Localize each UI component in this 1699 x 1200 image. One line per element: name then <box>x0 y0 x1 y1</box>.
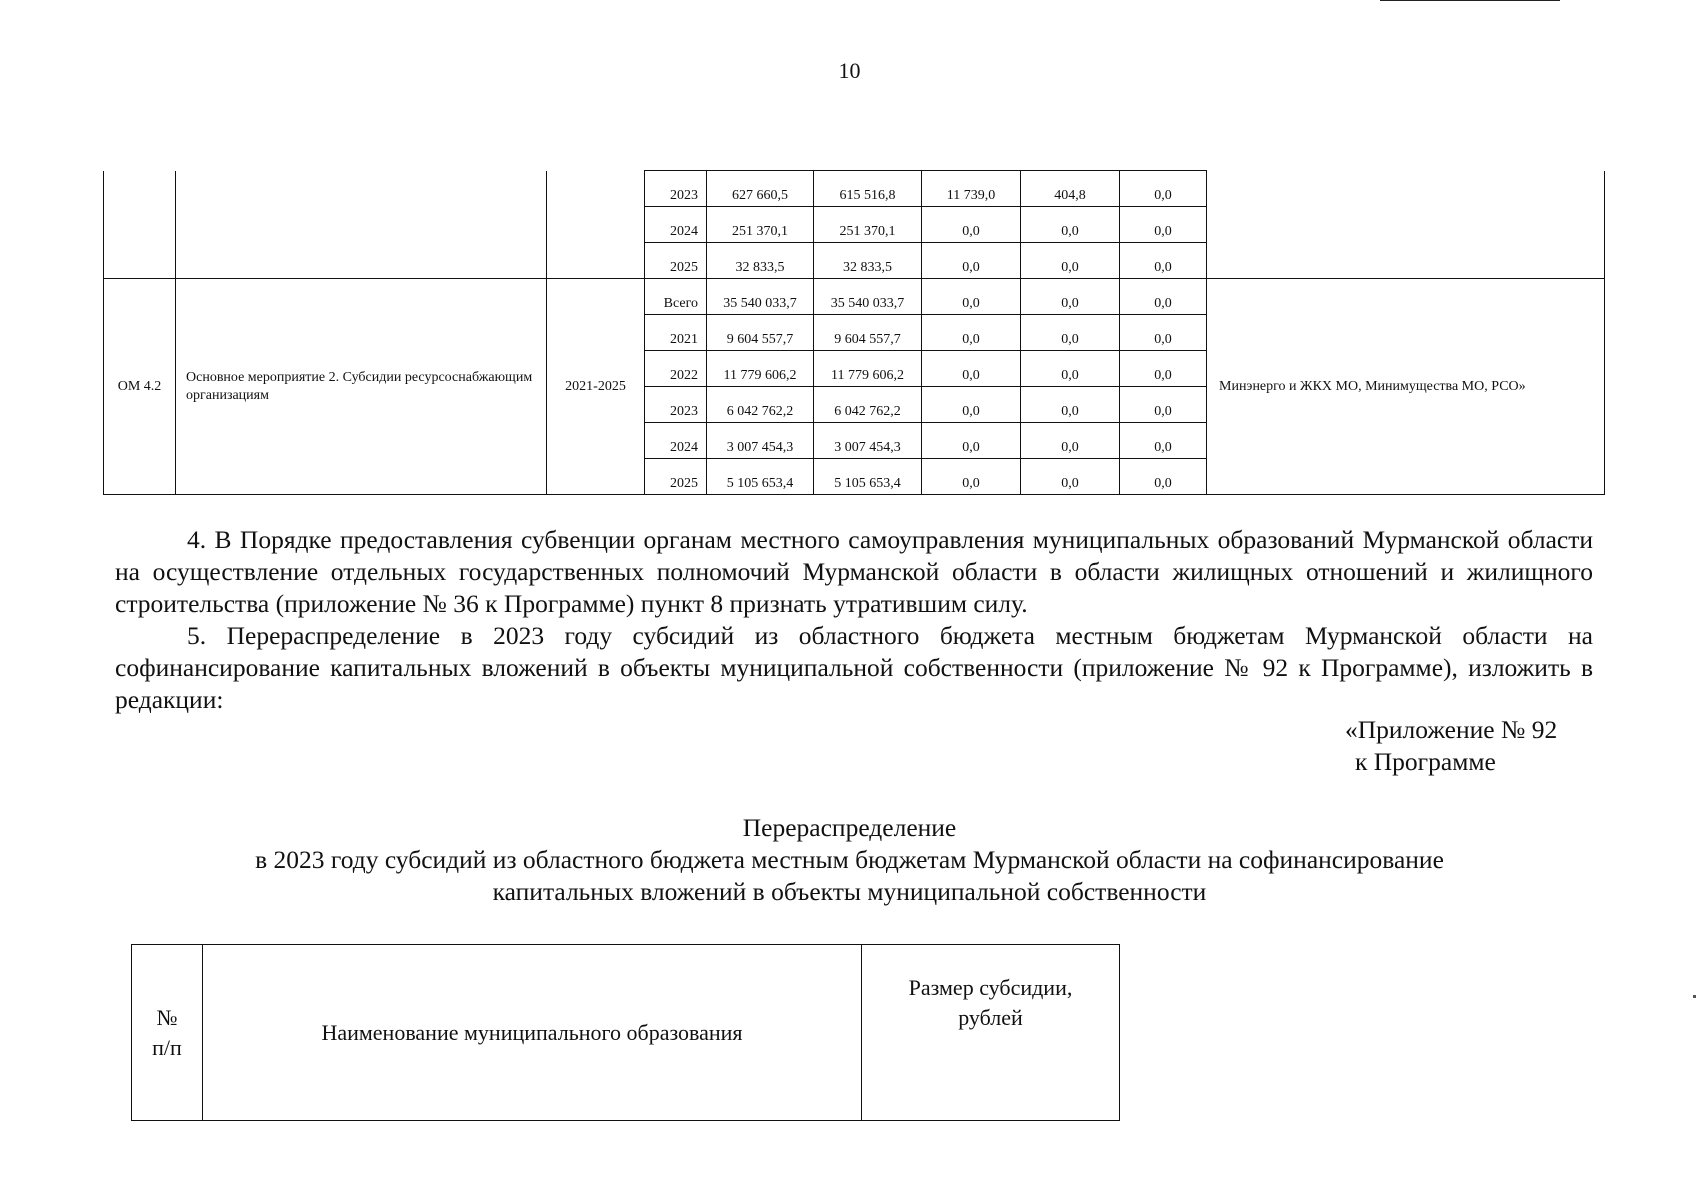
value-cell: 615 516,8 <box>814 171 922 207</box>
title-line-1: Перераспределение <box>742 813 957 842</box>
total-cell: 627 660,5 <box>707 171 814 207</box>
value-cell: 0,0 <box>1021 423 1120 459</box>
redistribution-title <box>0 812 1699 908</box>
value-cell: 6 042 762,2 <box>814 387 922 423</box>
value-cell: 0,0 <box>1120 171 1207 207</box>
total-cell: 3 007 454,3 <box>707 423 814 459</box>
value-cell: 5 105 653,4 <box>814 459 922 495</box>
value-cell: 32 833,5 <box>814 243 922 279</box>
value-cell: 0,0 <box>922 351 1021 387</box>
subsidy-header-row <box>132 945 1120 1121</box>
value-cell: 0,0 <box>1021 351 1120 387</box>
table-row <box>104 171 1605 207</box>
value-cell: 0,0 <box>1021 279 1120 315</box>
total-cell: 251 370,1 <box>707 207 814 243</box>
appendix-line-1: «Приложение № 92 <box>1345 715 1558 744</box>
total-cell: 11 779 606,2 <box>707 351 814 387</box>
value-cell: 11 739,0 <box>922 171 1021 207</box>
total-cell: 9 604 557,7 <box>707 315 814 351</box>
value-cell: 11 779 606,2 <box>814 351 922 387</box>
value-cell: 0,0 <box>922 243 1021 279</box>
value-cell: 9 604 557,7 <box>814 315 922 351</box>
year-cell: 2023 <box>645 171 707 207</box>
year-cell: 2022 <box>645 351 707 387</box>
header-rule <box>1380 0 1560 1</box>
paragraph-5: 5. Перераспределение в 2023 году субсидий из областного бюджета местным бюджетам Мурманской области на софинансирование капитальных вложений в объекты муниципальной собственности (приложение № 92 к Программе), изложить в редакции: <box>115 621 1593 714</box>
code-cell-empty <box>104 171 176 279</box>
value-cell: 0,0 <box>1120 207 1207 243</box>
appendix-line-2: к Программе <box>1355 747 1496 776</box>
column-header-subsidy: Размер субсидии, рублей <box>862 945 1120 1121</box>
subsidy-table <box>131 944 1120 1121</box>
scan-mark <box>1693 995 1696 998</box>
column-header-number: № п/п <box>132 945 203 1121</box>
title-line-2: в 2023 году субсидий из областного бюджета местным бюджетам Мурманской области на софинансирование <box>255 845 1444 874</box>
year-cell: 2023 <box>645 387 707 423</box>
appendix-reference <box>1345 714 1557 778</box>
period-cell-empty <box>547 171 645 279</box>
total-cell: 5 105 653,4 <box>707 459 814 495</box>
title-line-3: капитальных вложений в объекты муниципальной собственности <box>492 877 1207 906</box>
value-cell: 0,0 <box>1120 243 1207 279</box>
value-cell: 0,0 <box>1021 207 1120 243</box>
value-cell: 0,0 <box>1120 279 1207 315</box>
value-cell: 35 540 033,7 <box>814 279 922 315</box>
measure-executors: Минэнерго и ЖКХ МО, Минимущества МО, РСО» <box>1207 279 1605 495</box>
total-cell: 35 540 033,7 <box>707 279 814 315</box>
value-cell: 404,8 <box>1021 171 1120 207</box>
value-cell: 0,0 <box>922 423 1021 459</box>
measure-code: ОМ 4.2 <box>104 279 176 495</box>
value-cell: 251 370,1 <box>814 207 922 243</box>
value-cell: 3 007 454,3 <box>814 423 922 459</box>
value-cell: 0,0 <box>922 279 1021 315</box>
year-cell: 2024 <box>645 423 707 459</box>
name-cell-empty <box>176 171 547 279</box>
total-cell: 6 042 762,2 <box>707 387 814 423</box>
value-cell: 0,0 <box>922 207 1021 243</box>
measure-name: Основное мероприятие 2. Субсидии ресурсоснабжающим организациям <box>176 279 547 495</box>
value-cell: 0,0 <box>1120 387 1207 423</box>
value-cell: 0,0 <box>1120 315 1207 351</box>
year-cell: 2025 <box>645 459 707 495</box>
table-row <box>104 279 1605 315</box>
year-cell: 2025 <box>645 243 707 279</box>
value-cell: 0,0 <box>1021 243 1120 279</box>
value-cell: 0,0 <box>1021 459 1120 495</box>
page-number: 10 <box>838 58 861 83</box>
budget-table <box>103 170 1605 495</box>
value-cell: 0,0 <box>922 387 1021 423</box>
value-cell: 0,0 <box>922 315 1021 351</box>
value-cell: 0,0 <box>1021 387 1120 423</box>
paragraph-4: 4. В Порядке предоставления субвенции органам местного самоуправления муниципальных образований Мурманской области на осуществление отдельных государственных полномочий Мурманской области в области жилищных отношений и жилищного строительства (приложение № 36 к Программе) пункт 8 признать утратившим силу. <box>115 525 1593 618</box>
column-header-municipality: Наименование муниципального образования <box>203 945 862 1121</box>
value-cell: 0,0 <box>1120 459 1207 495</box>
year-cell: 2021 <box>645 315 707 351</box>
executor-cell-empty <box>1207 171 1605 279</box>
year-cell: Всего <box>645 279 707 315</box>
value-cell: 0,0 <box>922 459 1021 495</box>
year-cell: 2024 <box>645 207 707 243</box>
value-cell: 0,0 <box>1021 315 1120 351</box>
total-cell: 32 833,5 <box>707 243 814 279</box>
value-cell: 0,0 <box>1120 351 1207 387</box>
body-text <box>115 524 1593 716</box>
measure-period: 2021-2025 <box>547 279 645 495</box>
value-cell: 0,0 <box>1120 423 1207 459</box>
